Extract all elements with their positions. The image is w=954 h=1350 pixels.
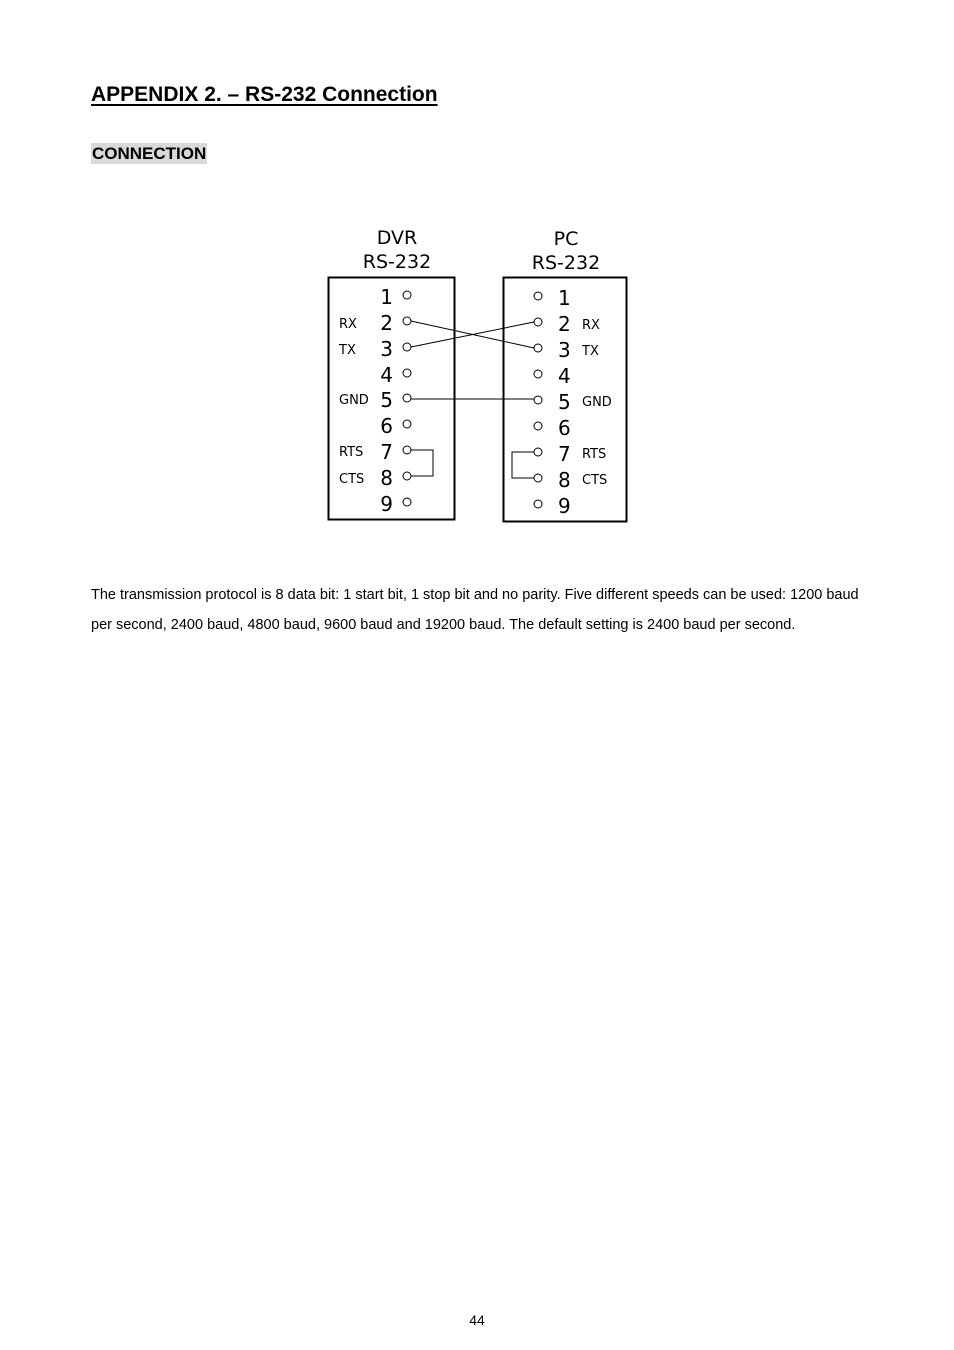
svg-text:CTS: CTS <box>339 472 365 487</box>
svg-text:5: 5 <box>380 388 393 412</box>
dvr-header-line1: DVR <box>376 227 418 249</box>
pc-pin-5 <box>534 390 612 414</box>
svg-text:5: 5 <box>558 390 571 414</box>
pc-pin-6 <box>534 416 571 440</box>
pc-rts-cts-loopback <box>512 452 534 478</box>
pc-pin-7 <box>534 442 606 466</box>
svg-text:9: 9 <box>558 494 571 518</box>
svg-text:RX: RX <box>582 318 600 333</box>
pc-pin-4 <box>534 364 571 388</box>
pc-pin-1 <box>534 286 571 310</box>
dvr-header-line2: RS-232 <box>362 251 432 273</box>
pc-pin-9 <box>534 494 571 518</box>
dvr-pin-9 <box>380 492 411 516</box>
wire-dvr-tx-to-pc-rx <box>411 322 534 347</box>
pc-pin-3 <box>534 338 599 362</box>
svg-text:2: 2 <box>558 312 571 336</box>
dvr-pin-7 <box>339 440 411 464</box>
dvr-pin-6 <box>380 414 411 438</box>
pc-pin-8 <box>534 468 607 492</box>
dvr-pin-4 <box>380 363 411 387</box>
svg-text:3: 3 <box>380 337 393 361</box>
pc-pin-2 <box>534 312 600 336</box>
pc-header-line2: RS-232 <box>531 252 601 274</box>
svg-text:7: 7 <box>558 442 571 466</box>
svg-text:8: 8 <box>558 468 571 492</box>
svg-text:CTS: CTS <box>582 473 608 488</box>
svg-text:8: 8 <box>380 466 393 490</box>
dvr-pin-8 <box>339 466 411 490</box>
dvr-pin-5 <box>339 388 411 412</box>
svg-text:7: 7 <box>380 440 393 464</box>
svg-text:GND: GND <box>339 393 369 408</box>
svg-text:4: 4 <box>380 363 393 387</box>
dvr-pin-3 <box>338 337 411 361</box>
dvr-rts-cts-loopback <box>411 450 433 476</box>
svg-text:2: 2 <box>380 311 393 335</box>
svg-text:6: 6 <box>558 416 571 440</box>
svg-text:1: 1 <box>558 286 571 310</box>
svg-text:4: 4 <box>558 364 571 388</box>
svg-text:RX: RX <box>339 317 357 332</box>
dvr-pin-2 <box>339 311 411 335</box>
rs232-wiring-diagram <box>320 220 640 535</box>
svg-text:TX: TX <box>582 344 599 359</box>
svg-text:RTS: RTS <box>339 445 364 460</box>
page-number: 44 <box>469 1312 485 1328</box>
svg-text:TX: TX <box>339 343 356 358</box>
svg-text:1: 1 <box>380 285 393 309</box>
page-title: APPENDIX 2. – RS-232 Connection <box>91 83 438 106</box>
svg-text:RTS: RTS <box>582 447 607 462</box>
protocol-description: The transmission protocol is 8 data bit: 1 start bit, 1 stop bit and no parity. Five different speeds can be used: 1200 baud per second, 2400 baud, 4800 baud, 9600 baud and 19200 baud. The default setting is 2400 baud per second. <box>91 587 859 633</box>
svg-text:3: 3 <box>558 338 571 362</box>
section-heading: CONNECTION <box>92 144 207 163</box>
svg-text:9: 9 <box>380 492 393 516</box>
dvr-pin-1 <box>380 285 411 309</box>
svg-text:6: 6 <box>380 414 393 438</box>
pc-header-line1: PC <box>553 228 579 250</box>
svg-text:GND: GND <box>582 395 612 410</box>
